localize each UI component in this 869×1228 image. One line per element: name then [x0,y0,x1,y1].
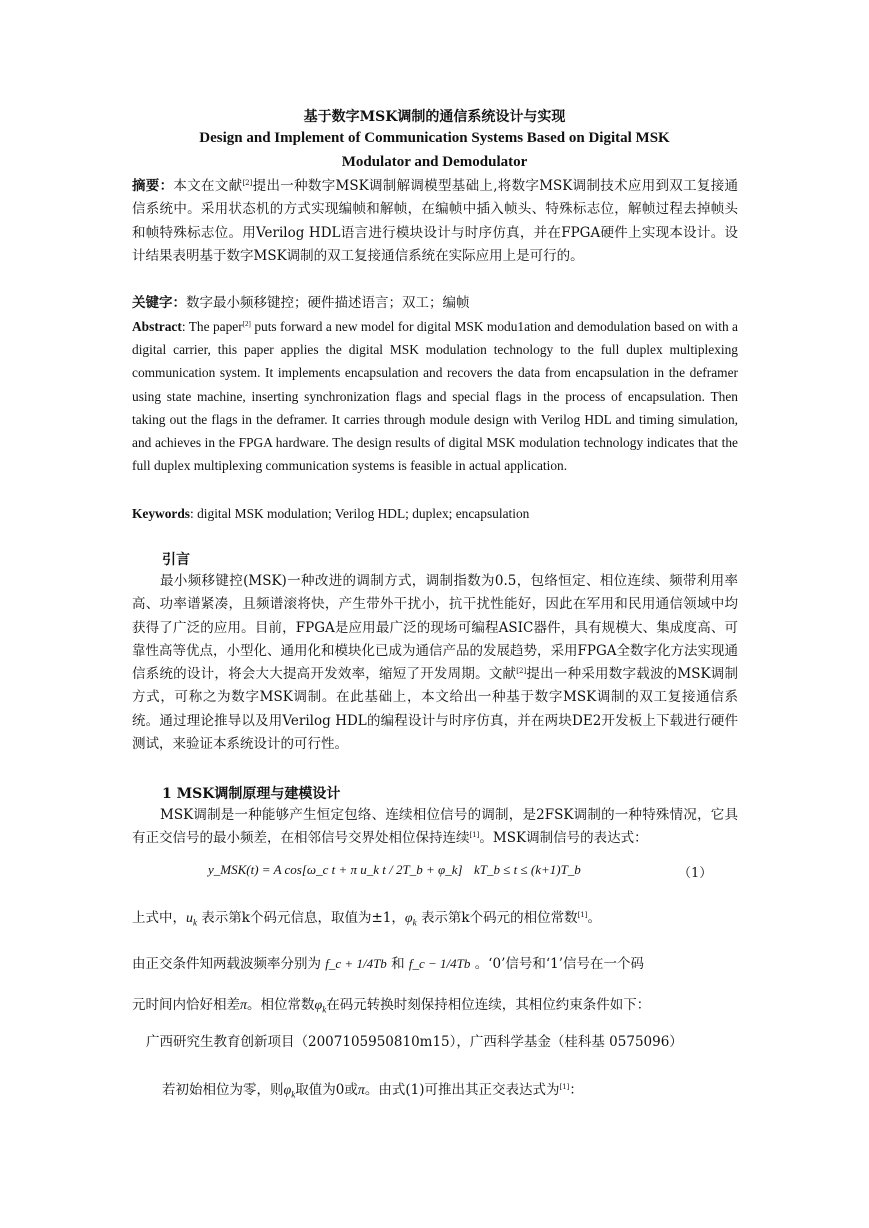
abstract-text-en: puts forward a new model for digital MSK modu1ation and demodulation based on with a digital carrier, this paper applies the digital MSK modulation technology to the full duplex multiplexing communication system. It implements encapsulation and recovers the data from encapsulation in the deframer using state machine, inserting synchronization flags and special flags in the process of encapsulation. Then taking out the flags in the deframer. It carries through module design with Verilog HDL and timing simulation, and achieves in the FPGA hardware. The design results of digital MSK modulation technology indicates that the full duplex multiplexing communication systems is feasible in actual application. [132,319,738,474]
citation-ref: [1] [577,911,588,919]
math-subscript: k [412,917,417,928]
section1-text: 。MSK调制信号的表达式： [479,830,648,847]
citation-ref: [1] [559,1083,570,1091]
formula-number: （1） [678,866,713,881]
paragraph-frequency [132,952,742,972]
keywords-text-en: : digital MSK modulation; Verilog HDL; duplex; encapsulation [190,506,530,521]
text: 。由式(1)可推出其正交表达式为 [364,1082,560,1098]
abstract-label-en: Abstract [132,319,182,334]
text: 若初始相位为零，则 [162,1082,284,1098]
math-symbol: π [240,998,248,1013]
title-english-line-2: Modulator and Demodulator [341,154,528,170]
keywords-chinese [132,292,738,315]
section-heading-intro: 引言 [162,552,190,568]
intro-text: 最小频移键控(MSK)一种改进的调制方式，调制指数为0.5，包络恒定、相位连续、频带利用率高、功率谱紧凑，且频谱滚将快，产生带外干扰小，抗干扰性能好，因此在军用和民用通信领域中均获得了广泛的应用。目前，FPGA是应用最广泛的现场可编程ASIC器件，具有规模大、集成度高、可靠性高等优点，小型化、通用化和模块化已成为通信产品的发展趋势，采用FPGA全数字化方法实现通信系统的设计，将会大大提高开发效率，缩短了开发周期。文献 [132,573,738,683]
math-subscript: k [322,1004,327,1015]
math-symbol: φ [404,911,413,926]
citation-ref: [1] [469,831,480,840]
intro-paragraph [132,570,738,756]
section-heading-1: 1 MSK调制原理与建模设计 [162,786,341,802]
math-symbol: π [357,1083,365,1098]
abstract-english [132,315,738,477]
text: 表示第k个码元信息，取值为±1， [201,910,405,926]
text: 在码元转换时刻保持相位连续，其相位约束条件如下： [326,997,651,1013]
math-subscript: k [291,1089,296,1100]
frequency-minus: f_c − 1/4Tb [408,956,471,971]
keywords-english [132,502,738,525]
math-symbol: u [186,911,193,926]
intro-text: 提出一种采用数字载波的MSK调制方式，可称之为数字MSK调制。在此基础上，本文给出一种基于数字MSK调制的双工复接通信系统。通过理论推导以及用Verilog HDL的编程设计与时序仿真，并在两块DE2开发板上下载进行硬件测试，来验证本系统设计的可行性。 [132,666,738,753]
keywords-label-en: Keywords [132,506,191,521]
text: 。相位常数 [247,997,315,1013]
text: 元时间内恰好相差 [132,997,240,1013]
title-english-line-1: Design and Implement of Communication Systems Based on Digital MSK [199,130,670,146]
abstract-chinese [132,175,738,268]
abstract-text-en: : The paper [181,319,243,334]
keywords-label: 关键字： [132,295,186,311]
text: 和 [391,956,405,972]
keywords-text: 数字最小频移键控；硬件描述语言；双工；编帧 [186,295,470,311]
math-subscript: k [193,917,197,928]
formula-expression: y_MSK(t) = A cos[ω_c t + π u_k t / 2T_b + φ_k] [208,862,463,877]
text: 由正交条件知两载波频率分别为 [132,956,321,972]
abstract-text: 本文在文献 [173,178,243,194]
citation-ref: [2] [516,667,527,676]
text: 。 [587,910,602,926]
frequency-plus: f_c + 1/4Tb [325,956,387,971]
title-chinese: 基于数字MSK调制的通信系统设计与实现 [303,109,566,125]
citation-ref: [2] [242,320,251,328]
paragraph-phase [132,993,742,1015]
text: 取值为0或 [295,1082,358,1098]
text: 上式中， [132,910,186,926]
text: 。‘0’信号和‘1’信号在一个码 [474,956,645,972]
math-symbol: φ [283,1083,292,1098]
formula-condition: kT_b ≤ t ≤ (k+1)T_b [474,862,581,877]
paragraph-uk [132,906,742,928]
abstract-text: 提出一种数字MSK调制解调模型基础上,将数字MSK调制技术应用到双工复接通信系统中。采用状态机的方式实现编帧和解帧，在编帧中插入帧头、特殊标志位，解帧过程去掉帧头和帧特殊标志位。用Verilog HDL语言进行模块设计与时序仿真，并在FPGA硬件上实现本设计。设计结果表明基于数字MSK调制的双工复接通信系统在实际应用上是可行的。 [132,178,739,264]
section1-paragraph [132,804,738,851]
paragraph-initial-phase [162,1078,772,1100]
funding-footnote: 广西研究生教育创新项目（2007105950810m15），广西科学基金（桂科基 0575096） [146,1034,683,1050]
text: ： [569,1082,583,1098]
text: 表示第k个码元的相位常数 [420,910,578,926]
citation-ref: [2] [242,179,253,187]
abstract-label: 摘要： [132,178,174,194]
math-symbol: φ [314,998,323,1013]
section1-text: MSK调制是一种能够产生恒定包络、连续相位信号的调制，是2FSK调制的一种特殊情况，它具有正交信号的最小频差，在相邻信号交界处相位保持连续 [132,807,738,847]
